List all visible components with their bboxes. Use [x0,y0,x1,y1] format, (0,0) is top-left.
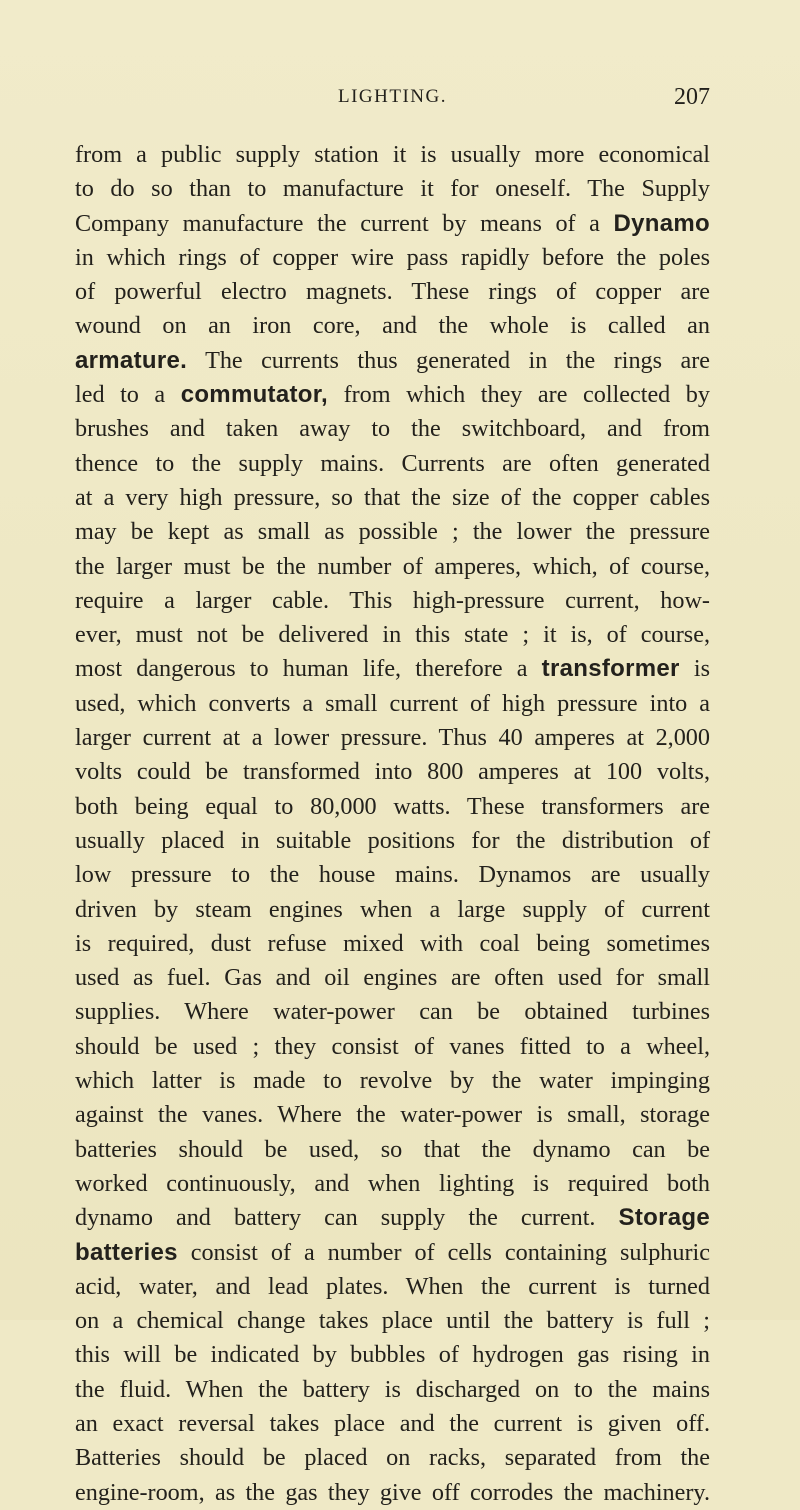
text-line: is required, dust refuse mixed with coal being sometimes [75,929,710,957]
text-line: may be kept as small as possible ; the lower the pressure [75,518,710,546]
text-line: which latter is made to revolve by the water impinging [75,1067,710,1095]
text-line: of powerful electro magnets. These rings of copper are [75,278,710,306]
text-line: should be used ; they consist of vanes fitted to a wheel, [75,1032,710,1060]
text-line: in which rings of copper wire pass rapidly before the poles [75,243,710,271]
text-line: the larger must be the number of amperes, which, of course, [75,552,710,580]
key-term: Storage [618,1204,710,1232]
text-line: brushes and taken away to the switchboard, and from [75,415,710,443]
key-term: commutator, [180,381,329,409]
text-line: Batteries should be placed on racks, separated from the [75,1444,710,1472]
page-header [75,86,710,116]
text-line: from a public supply station it is usually more economical [75,141,710,168]
text-line: ever, must not be delivered in this state ; it is, of course, [75,621,710,649]
line-text: most dangerous to human life, therefore a [75,655,542,683]
text-line: both being equal to 80,000 watts. These transformers are [75,792,710,820]
line-text: dynamo and battery can supply the current. [75,1204,619,1232]
text-line: used as fuel. Gas and oil engines are often used for small [75,964,710,992]
text-line [75,344,710,378]
page-number: 207 [674,84,710,110]
text-line: this will be indicated by bubbles of hydrogen gas rising in [75,1341,710,1369]
text-line: wound on an iron core, and the whole is called an [75,312,710,340]
text-line: on a chemical change takes place until the battery is full ; [75,1307,710,1335]
text-line: driven by steam engines when a large supply of current [75,895,710,923]
body-paragraph [75,138,710,1510]
line-text: The currents thus generated in the rings are [187,346,710,374]
text-line: batteries should be used, so that the dynamo can be [75,1135,710,1163]
text-line: engine-room, as the gas they give off corrodes the machinery. [75,1478,710,1506]
text-line [75,652,710,686]
text-line: to do so than to manufacture it for oneself. The Supply [75,175,710,203]
line-text: consist of a number of cells containing sulphuric [177,1238,710,1266]
key-term: batteries [75,1238,178,1266]
key-term: Dynamo [613,209,710,237]
text-line: used, which converts a small current of high pressure into a [75,689,710,717]
text-line [75,1236,710,1270]
text-line: worked continuously, and when lighting is required both [75,1169,710,1197]
running-head: LIGHTING. [337,86,447,107]
text-line: thence to the supply mains. Currents are often generated [75,449,710,477]
line-text: Company manufacture the current by means of a [75,209,614,237]
text-line: volts could be transformed into 800 amperes at 100 volts, [75,758,710,786]
line-text: from which they are collected by [328,381,710,409]
text-line: an exact reversal takes place and the current is given off. [75,1409,710,1437]
text-line: low pressure to the house mains. Dynamos are usually [75,861,710,889]
text-line: the fluid. When the battery is discharged on to the mains [75,1375,710,1403]
line-text: is [679,655,710,683]
text-line: at a very high pressure, so that the size of the copper cables [75,483,710,511]
text-line [75,207,710,241]
text-line: larger current at a lower pressure. Thus 40 amperes at 2,000 [75,724,710,752]
text-line: supplies. Where water-power can be obtained turbines [75,998,710,1026]
text-line: against the vanes. Where the water-power is small, storage [75,1101,710,1129]
text-line: acid, water, and lead plates. When the current is turned [75,1272,710,1300]
key-term: armature. [75,346,188,374]
line-text: led to a [75,381,181,409]
key-term: transformer [541,655,680,683]
text-line: require a larger cable. This high-pressure current, how- [75,586,710,614]
text-line: usually placed in suitable positions for the distribution of [75,826,710,854]
text-line [75,1201,710,1235]
text-line [75,378,710,412]
